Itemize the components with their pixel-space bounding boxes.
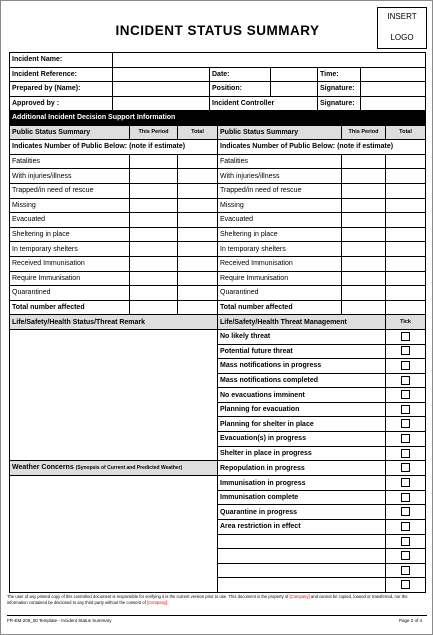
total-cell-right[interactable] [386, 198, 426, 213]
incident-name-label: Incident Name: [10, 53, 113, 68]
tick-checkbox[interactable] [401, 434, 410, 443]
this-period-cell-right[interactable] [342, 256, 386, 271]
tick-cell [386, 446, 426, 461]
public-status-label-left: Received Immunisation [10, 256, 130, 271]
tick-cell [386, 520, 426, 535]
tick-checkbox[interactable] [401, 346, 410, 355]
this-period-cell-right[interactable] [342, 198, 386, 213]
tick-cell [386, 388, 426, 403]
public-status-label-right: In temporary shelters [218, 242, 342, 257]
total-cell-right[interactable] [386, 183, 426, 198]
total-cell-left[interactable] [178, 271, 218, 286]
public-status-row [10, 198, 426, 213]
tick-checkbox[interactable] [401, 551, 410, 560]
threat-row [10, 329, 426, 344]
this-period-cell-left[interactable] [130, 286, 178, 301]
tick-checkbox[interactable] [401, 332, 410, 341]
footer-disclaimer [7, 594, 427, 605]
this-period-cell-left[interactable] [130, 198, 178, 213]
this-period-header-right: This Period [342, 125, 386, 140]
threat-item-label: Repopulation in progress [218, 461, 386, 476]
approved-by-label: Approved by : [10, 96, 113, 111]
threat-item-label: Planning for shelter in place [218, 417, 386, 432]
signature-2-label: Signature: [318, 96, 361, 111]
total-header-left: Total [178, 125, 218, 140]
this-period-cell-right[interactable] [342, 154, 386, 169]
tick-checkbox[interactable] [401, 419, 410, 428]
public-status-row [10, 286, 426, 301]
threat-item-label: Evacuation(s) in progress [218, 432, 386, 447]
tick-cell [386, 461, 426, 476]
incident-reference-field[interactable] [113, 67, 210, 82]
this-period-cell-right[interactable] [342, 227, 386, 242]
public-status-label-left: With injuries/illness [10, 169, 130, 184]
total-cell-right[interactable] [386, 154, 426, 169]
total-cell-right[interactable] [386, 242, 426, 257]
threat-item-label: Mass notifications in progress [218, 359, 386, 374]
prepared-by-field[interactable] [113, 82, 210, 97]
tick-cell [386, 344, 426, 359]
position-label: Position: [210, 82, 271, 97]
threat-row [10, 476, 426, 491]
threat-item-label: Area restriction in effect [218, 520, 386, 535]
threat-item-label: Planning for evacuation [218, 402, 386, 417]
remark-area[interactable] [10, 329, 218, 460]
public-status-title-left: Public Status Summary [10, 125, 130, 140]
approved-by-field[interactable] [113, 96, 210, 111]
public-status-label-left: In temporary shelters [10, 242, 130, 257]
threat-item-label [218, 563, 386, 578]
tick-cell [386, 417, 426, 432]
public-status-label-left: Evacuated [10, 213, 130, 228]
weather-concerns-area[interactable] [10, 476, 218, 593]
header-fields-table [9, 52, 426, 111]
public-status-label-left: Quarantined [10, 286, 130, 301]
threat-item-label: No evacuations imminent [218, 388, 386, 403]
remark-heading: Life/Safety/Health Status/Threat Remark [10, 315, 218, 330]
threat-management-rows [10, 329, 426, 592]
threat-item-label: Immunisation complete [218, 490, 386, 505]
total-affected-total-left[interactable] [178, 300, 218, 315]
tick-cell [386, 578, 426, 593]
tick-cell [386, 373, 426, 388]
tick-checkbox[interactable] [401, 405, 410, 414]
tick-cell [386, 402, 426, 417]
threat-item-label: No likely threat [218, 329, 386, 344]
tick-cell [386, 490, 426, 505]
total-affected-period-right[interactable] [342, 300, 386, 315]
signature-2-field[interactable] [361, 96, 426, 111]
this-period-cell-left[interactable] [130, 169, 178, 184]
public-status-rows [10, 154, 426, 300]
public-status-label-right: Fatalities [218, 154, 342, 169]
signature-label: Signature: [318, 82, 361, 97]
total-cell-right[interactable] [386, 286, 426, 301]
public-status-label-left: Require Immunisation [10, 271, 130, 286]
public-status-label-right: Received Immunisation [218, 256, 342, 271]
total-cell-right[interactable] [386, 213, 426, 228]
threat-item-label [218, 578, 386, 593]
threat-item-label [218, 549, 386, 564]
date-field[interactable] [271, 67, 318, 82]
public-status-label-right: Evacuated [218, 213, 342, 228]
this-period-cell-left[interactable] [130, 227, 178, 242]
this-period-cell-right[interactable] [342, 286, 386, 301]
tick-checkbox[interactable] [401, 566, 410, 575]
total-header-right: Total [386, 125, 426, 140]
page-number: Page 2 of 4 [398, 618, 422, 623]
public-status-label-left: Trapped/in need of rescue [10, 183, 130, 198]
this-period-cell-left[interactable] [130, 213, 178, 228]
public-status-row [10, 183, 426, 198]
this-period-header-left: This Period [130, 125, 178, 140]
this-period-cell-left[interactable] [130, 256, 178, 271]
weather-concerns-note: (Synopsis of Current and Predicted Weather) [75, 465, 183, 472]
tick-checkbox[interactable] [401, 361, 410, 370]
indicates-label-left: Indicates Number of Public Below: (note if estimate) [10, 140, 218, 155]
this-period-cell-left[interactable] [130, 183, 178, 198]
this-period-cell-right[interactable] [342, 169, 386, 184]
threat-item-label: Quarantine in progress [218, 505, 386, 520]
public-status-row [10, 271, 426, 286]
public-status-row [10, 169, 426, 184]
signature-field[interactable] [361, 82, 426, 97]
tick-checkbox[interactable] [401, 449, 410, 458]
total-cell-right[interactable] [386, 271, 426, 286]
threat-row [10, 461, 426, 476]
total-cell-right[interactable] [386, 227, 426, 242]
indicates-label-right: Indicates Number of Public Below: (note if estimate) [218, 140, 426, 155]
this-period-cell-left[interactable] [130, 242, 178, 257]
logo-line-2: LOGO [390, 33, 414, 42]
total-cell-left[interactable] [178, 198, 218, 213]
prepared-by-label: Prepared by (Name): [10, 82, 113, 97]
tick-checkbox[interactable] [401, 580, 410, 589]
logo-placeholder [377, 7, 427, 49]
document-reference: FR-EM-209_00 Template - Incident Status Summary [7, 618, 112, 623]
position-field[interactable] [271, 82, 318, 97]
decision-support-table [9, 110, 426, 593]
total-cell-left[interactable] [178, 286, 218, 301]
public-status-label-right: Trapped/in need of rescue [218, 183, 342, 198]
this-period-cell-right[interactable] [342, 183, 386, 198]
date-label: Date: [210, 67, 271, 82]
disclaimer-text-1: The user of any printed copy of this controlled document is responsible for verifying it is the current version prior to use. This document is the property of [7, 594, 289, 599]
tick-cell [386, 329, 426, 344]
public-status-label-right: Require Immunisation [218, 271, 342, 286]
company-placeholder-2: [Company]. [146, 599, 169, 605]
time-label: Time: [318, 67, 361, 82]
time-field[interactable] [361, 67, 426, 82]
tick-checkbox[interactable] [401, 376, 410, 385]
incident-name-field[interactable] [113, 53, 426, 68]
tick-checkbox[interactable] [401, 493, 410, 502]
threat-management-heading: Life/Safety/Health Threat Management [218, 315, 386, 330]
tick-cell [386, 505, 426, 520]
disclaimer-text-2: and cannot be copied, loaned or transferred, nor the information contained be disclosed to any third party without the consent of [7, 594, 408, 605]
public-status-title-right: Public Status Summary [218, 125, 342, 140]
this-period-cell-left[interactable] [130, 154, 178, 169]
public-status-row [10, 154, 426, 169]
page-title: INCIDENT STATUS SUMMARY [115, 23, 320, 38]
public-status-label-left: Fatalities [10, 154, 130, 169]
incident-controller-label: Incident Controller [210, 96, 318, 111]
logo-line-1: INSERT [387, 12, 417, 21]
total-cell-left[interactable] [178, 242, 218, 257]
section-heading: Additional Incident Decision Support Information [10, 111, 426, 126]
total-affected-period-left[interactable] [130, 300, 178, 315]
public-status-label-right: Sheltering in place [218, 227, 342, 242]
total-cell-left[interactable] [178, 154, 218, 169]
threat-item-label: Shelter in place in progress [218, 446, 386, 461]
public-status-label-right: Missing [218, 198, 342, 213]
public-status-row [10, 256, 426, 271]
threat-item-label: Immunisation in progress [218, 476, 386, 491]
threat-item-label: Potential future threat [218, 344, 386, 359]
footer-divider [7, 615, 427, 616]
incident-reference-label: Incident Reference: [10, 67, 113, 82]
tick-checkbox[interactable] [401, 390, 410, 399]
total-cell-right[interactable] [386, 256, 426, 271]
threat-item-label: Mass notifications completed [218, 373, 386, 388]
public-status-row [10, 242, 426, 257]
total-cell-left[interactable] [178, 183, 218, 198]
this-period-cell-left[interactable] [130, 271, 178, 286]
this-period-cell-right[interactable] [342, 242, 386, 257]
tick-checkbox[interactable] [401, 478, 410, 487]
total-affected-total-right[interactable] [386, 300, 426, 315]
company-placeholder-1: [Company] [289, 594, 310, 599]
tick-checkbox[interactable] [401, 463, 410, 472]
tick-checkbox[interactable] [401, 522, 410, 531]
public-status-label-left: Sheltering in place [10, 227, 130, 242]
this-period-cell-right[interactable] [342, 271, 386, 286]
public-status-row [10, 227, 426, 242]
public-status-label-right: With injuries/illness [218, 169, 342, 184]
public-status-label-left: Missing [10, 198, 130, 213]
weather-concerns-heading [10, 461, 218, 476]
total-cell-left[interactable] [178, 256, 218, 271]
total-cell-left[interactable] [178, 213, 218, 228]
tick-checkbox[interactable] [401, 507, 410, 516]
threat-item-label [218, 534, 386, 549]
weather-concerns-label: Weather Concerns [12, 464, 74, 472]
tick-header: Tick [386, 315, 426, 330]
total-affected-label-left: Total number affected [10, 300, 130, 315]
tick-cell [386, 359, 426, 374]
this-period-cell-right[interactable] [342, 213, 386, 228]
public-status-label-right: Quarantined [218, 286, 342, 301]
tick-checkbox[interactable] [401, 537, 410, 546]
public-status-row [10, 213, 426, 228]
tick-cell [386, 563, 426, 578]
total-cell-left[interactable] [178, 227, 218, 242]
total-affected-label-right: Total number affected [218, 300, 342, 315]
total-cell-right[interactable] [386, 169, 426, 184]
tick-cell [386, 549, 426, 564]
tick-cell [386, 432, 426, 447]
total-cell-left[interactable] [178, 169, 218, 184]
tick-cell [386, 534, 426, 549]
tick-cell [386, 476, 426, 491]
